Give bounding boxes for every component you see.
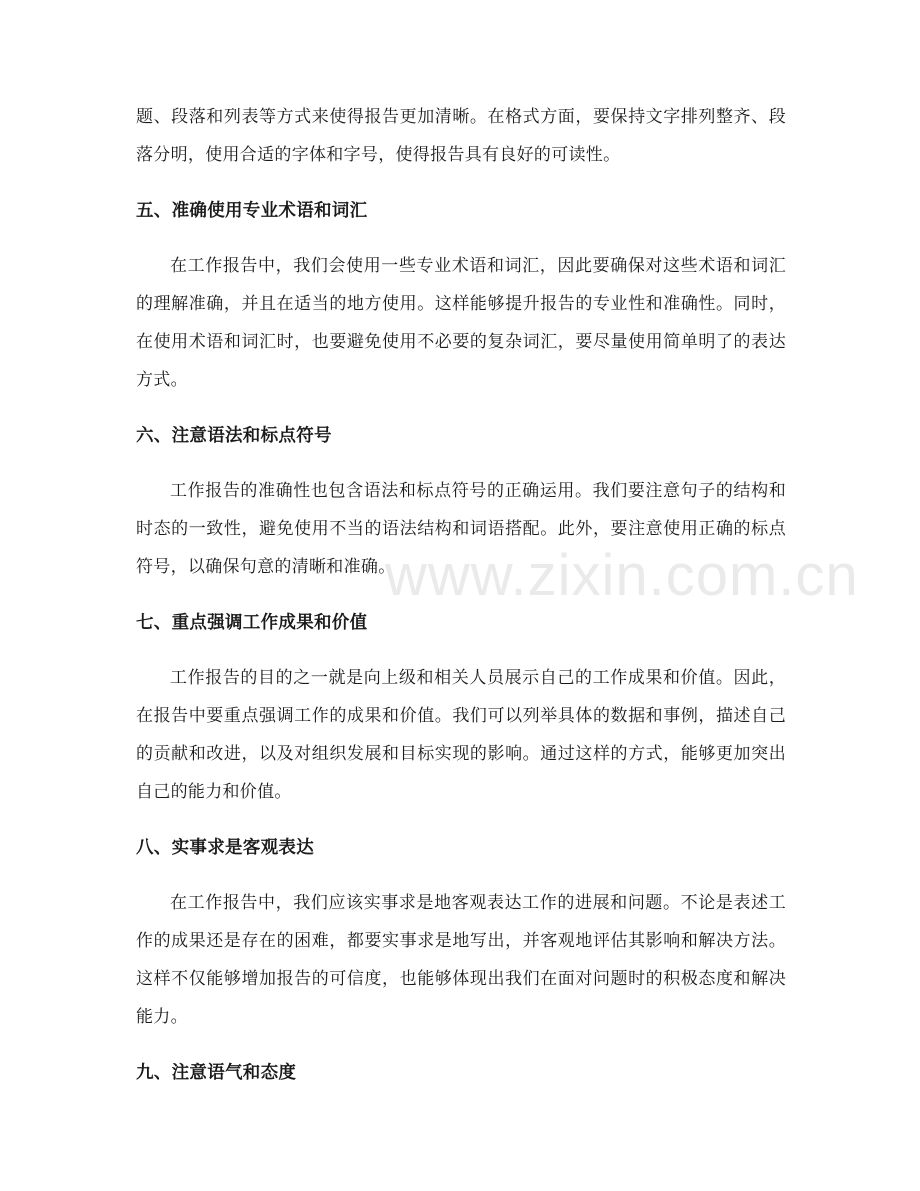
document-content [136, 98, 786, 1109]
section-body-8: 在工作报告中，我们应该实事求是地客观表达工作的进展和问题。不论是表述工作的成果还是存在的困难，都要实事求是地写出，并客观地评估其影响和解决方法。这样不仅能够增加报告的可信度，也能够体现出我们在面对问题时的积极态度和解决能力。 [136, 893, 786, 1027]
section-heading-7: 七、重点强调工作成果和价值 [136, 613, 368, 633]
section-body-5: 在工作报告中，我们会使用一些专业术语和词汇，因此要确保对这些术语和词汇的理解准确，并且在适当的地方使用。这样能够提升报告的专业性和准确性。同时，在使用术语和词汇时，也要避免使用不必要的复杂词汇，要尽量使用简单明了的表达方式。 [136, 256, 786, 390]
watermark: www.zixin.com.cn [385, 543, 859, 608]
section-heading-8: 八、实事求是客观表达 [136, 838, 314, 858]
section-body-7: 工作报告的目的之一就是向上级和相关人员展示自己的工作成果和价值。因此，在报告中要重点强调工作的成果和价值。我们可以列举具体的数据和事例，描述自己的贡献和改进，以及对组织发展和目标实现的影响。通过这样的方式，能够更加突出自己的能力和价值。 [136, 668, 786, 802]
section-heading-5: 五、准确使用专业术语和词汇 [136, 201, 368, 221]
intro-paragraph: 题、段落和列表等方式来使得报告更加清晰。在格式方面，要保持文字排列整齐、段落分明，使用合适的字体和字号，使得报告具有良好的可读性。 [136, 107, 786, 165]
section-heading-6: 六、注意语法和标点符号 [136, 426, 332, 446]
section-body-6: 工作报告的准确性也包含语法和标点符号的正确运用。我们要注意句子的结构和时态的一致性，避免使用不当的语法结构和词语搭配。此外，要注意使用正确的标点符号，以确保句意的清晰和准确。 [136, 481, 786, 577]
section-heading-9: 九、注意语气和态度 [136, 1063, 297, 1083]
